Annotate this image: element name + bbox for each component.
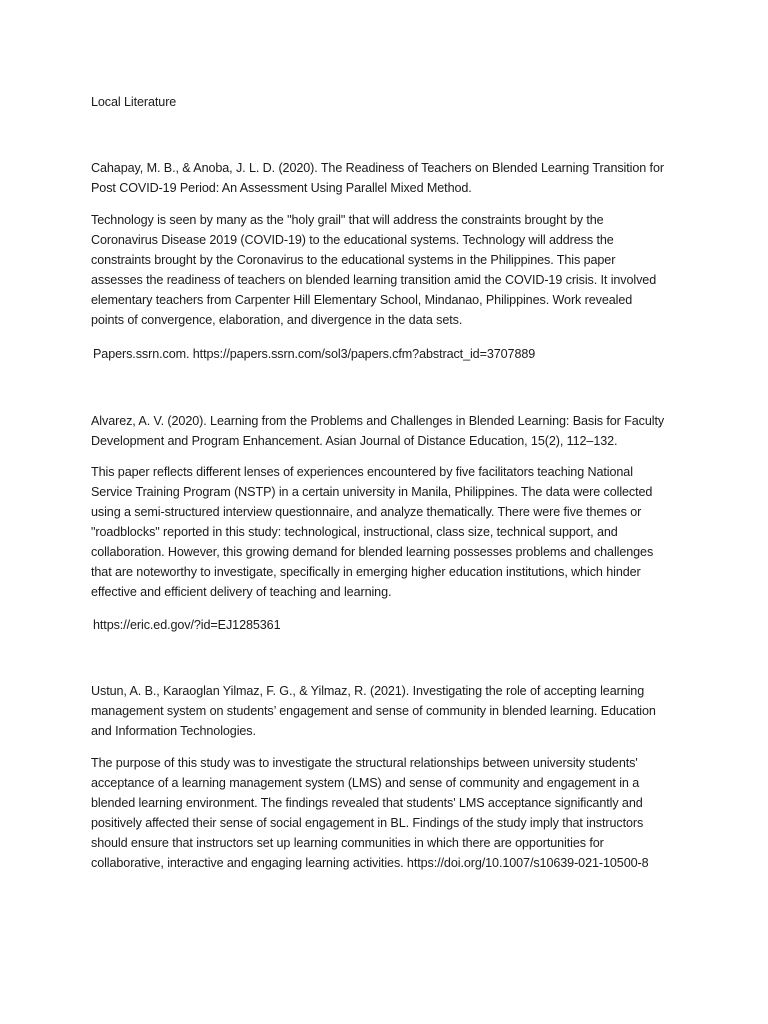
summary-line: collaborative, interactive and engaging learning activities. https://doi.org/10.1007/s10639-021-10500-8 [91, 856, 649, 870]
summary-line: using a semi-structured interview questionnaire, and analyze thematically. There were five themes or [91, 505, 642, 519]
summary-line: assesses the readiness of teachers on blended learning transition amid the COVID-19 crisis. It involved [91, 273, 657, 287]
summary-line: acceptance of a learning management system (LMS) and sense of community and engagement in a [91, 776, 640, 790]
summary-line: points of convergence, elaboration, and divergence in the data sets. [91, 313, 463, 327]
summary-line: effective and efficient delivery of teaching and learning. [91, 585, 392, 599]
citation-line: Ustun, A. B., Karaoglan Yilmaz, F. G., & Yilmaz, R. (2021). Investigating the role of accepting learning [91, 684, 645, 698]
citation-line: and Information Technologies. [91, 724, 256, 738]
summary-line: Coronavirus Disease 2019 (COVID-19) to the educational systems. Technology will address the [91, 233, 614, 247]
summary-line: "roadblocks" reported in this study: technological, instructional, class size, technical support, and [91, 525, 618, 539]
reference-url: https://eric.ed.gov/?id=EJ1285361 [93, 618, 281, 632]
citation-line: management system on students’ engagement and sense of community in blended learning. Education [91, 704, 656, 718]
summary-line: positively affected their sense of social engagement in BL. Findings of the study imply that instructors [91, 816, 644, 830]
summary-line: Technology is seen by many as the "holy grail" that will address the constraints brought by the [91, 213, 604, 227]
citation-line: Alvarez, A. V. (2020). Learning from the Problems and Challenges in Blended Learning: Basis for Faculty [91, 414, 665, 428]
summary-line: elementary teachers from Carpenter Hill Elementary School, Mindanao, Philippines. Work revealed [91, 293, 633, 307]
citation-line: Cahapay, M. B., & Anoba, J. L. D. (2020). The Readiness of Teachers on Blended Learning Transition for [91, 161, 664, 175]
summary-line: that are noteworthy to investigate, specifically in emerging higher education institutions, which hinder [91, 565, 641, 579]
summary-line: This paper reflects different lenses of experiences encountered by five facilitators teaching National [91, 465, 633, 479]
section-heading: Local Literature [91, 95, 177, 109]
citation-line: Post COVID-19 Period: An Assessment Using Parallel Mixed Method. [91, 181, 472, 195]
summary-line: should ensure that instructors set up learning communities in which there are opportunities for [91, 836, 604, 850]
summary-line: collaboration. However, this growing demand for blended learning possesses problems and challenges [91, 545, 654, 559]
summary-line: Service Training Program (NSTP) in a certain university in Manila, Philippines. The data were collected [91, 485, 653, 499]
citation-line: Development and Program Enhancement. Asian Journal of Distance Education, 15(2), 112–132. [91, 434, 618, 448]
reference-url: Papers.ssrn.com. https://papers.ssrn.com/sol3/papers.cfm?abstract_id=3707889 [93, 347, 536, 361]
summary-line: blended learning environment. The findings revealed that students' LMS acceptance significantly and [91, 796, 643, 810]
summary-line: The purpose of this study was to investigate the structural relationships between university students' [91, 756, 638, 770]
summary-line: constraints brought by the Coronavirus to the educational systems in the Philippines. This paper [91, 253, 616, 267]
